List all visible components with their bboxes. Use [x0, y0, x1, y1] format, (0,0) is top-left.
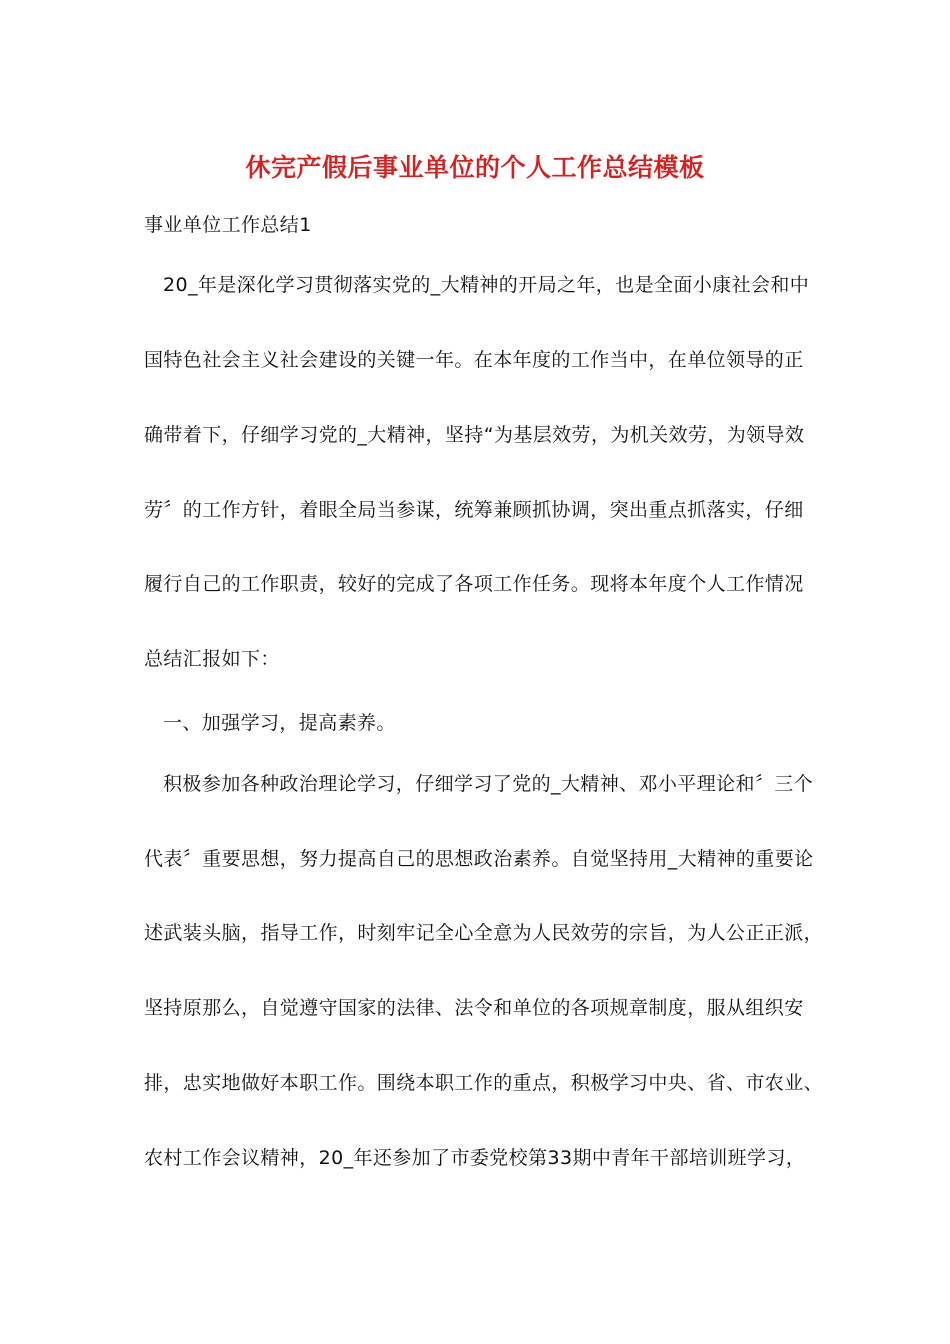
section-heading: 事业单位工作总结1 [144, 214, 312, 236]
document-title: 休完产假后事业单位的个人工作总结模板 [245, 153, 705, 182]
paragraph-line: 国特色社会主义社会建设的关键一年。在本年度的工作当中，在单位领导的正 [144, 349, 804, 371]
subheading-line: 一、加强学习，提高素养。 [163, 712, 396, 734]
paragraph-line: 农村工作会议精神，20_年还参加了市委党校第33期中青年干部培训班学习， [144, 1147, 806, 1169]
paragraph-line: 坚持原那么，自觉遵守国家的法律、法令和单位的各项规章制度，服从组织安 [144, 997, 804, 1019]
paragraph-line: 代表〞重要思想，努力提高自己的思想政治素养。自觉坚持用_大精神的重要论 [144, 848, 814, 870]
paragraph-line: 履行自己的工作职责，较好的完成了各项工作任务。现将本年度个人工作情况 [144, 573, 804, 595]
paragraph-line: 述武装头脑，指导工作，时刻牢记全心全意为人民效劳的宗旨，为人公正正派， [144, 922, 824, 944]
paragraph-line: 排，忠实地做好本职工作。围绕本职工作的重点，积极学习中央、省、市农业、 [144, 1072, 824, 1094]
paragraph-line: 确带着下，仔细学习党的_大精神，坚持“为基层效劳，为机关效劳，为领导效 [144, 424, 805, 446]
paragraph-line: 积极参加各种政治理论学习，仔细学习了党的_大精神、邓小平理论和〞三个 [163, 773, 814, 795]
paragraph-line: 总结汇报如下： [144, 648, 280, 670]
paragraph-line: 劳〞的工作方针，着眼全局当参谋，统筹兼顾抓协调，突出重点抓落实，仔细 [144, 499, 804, 521]
paragraph-line: 20_年是深化学习贯彻落实党的_大精神的开局之年，也是全面小康社会和中 [163, 274, 810, 296]
